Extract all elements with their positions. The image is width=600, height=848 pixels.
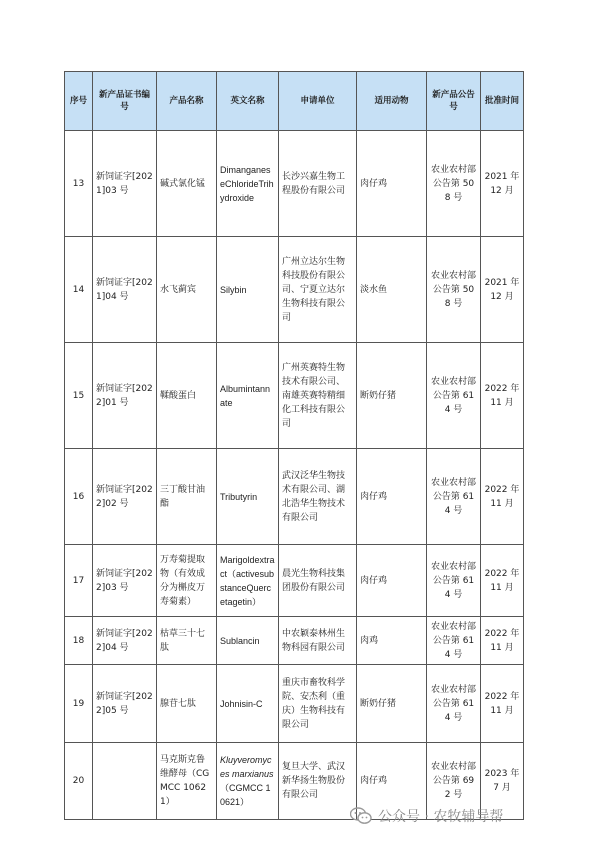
header-name: 产品名称 [157, 72, 217, 131]
table-row [65, 545, 524, 617]
cell-applicant: 武汉泛华生物技术有限公司、湖北浩华生物技术有限公司 [279, 449, 357, 545]
cell-en-italic: Kluyveromyces marxianus [220, 755, 274, 779]
product-table [64, 71, 524, 820]
table-row [65, 131, 524, 237]
cell-en: Marigoldextract（activesubstanceQuercetagetin） [217, 545, 279, 617]
cell-animal: 断奶仔猪 [357, 343, 427, 449]
cell-en: Sublancin [217, 617, 279, 665]
cell-applicant: 晨光生物科技集团股份有限公司 [279, 545, 357, 617]
cell-announcement: 农业农村部公告第 614 号 [427, 545, 481, 617]
header-animal: 适用动物 [357, 72, 427, 131]
cell-applicant: 复旦大学、武汉新华扬生物股份有限公司 [279, 743, 357, 820]
cell-animal: 肉仔鸡 [357, 449, 427, 545]
cell-cert [93, 743, 157, 820]
cell-applicant: 中农颖泰林州生物科园有限公司 [279, 617, 357, 665]
cell-approved: 2023 年 7 月 [481, 743, 524, 820]
cell-cert: 新饲证字[2022]01 号 [93, 343, 157, 449]
cell-name: 马克斯克鲁维酵母（CGMCC 10621） [157, 743, 217, 820]
cell-approved: 2021 年 12 月 [481, 131, 524, 237]
watermark [350, 803, 580, 829]
cell-name: 鞣酸蛋白 [157, 343, 217, 449]
cell-applicant: 广州立达尔生物科技股份有限公司、宁夏立达尔生物科技有限公司 [279, 237, 357, 343]
cell-announcement: 农业农村部公告第 508 号 [427, 237, 481, 343]
cell-approved: 2021 年 12 月 [481, 237, 524, 343]
cell-approved: 2022 年 11 月 [481, 665, 524, 743]
cell-announcement: 农业农村部公告第 614 号 [427, 343, 481, 449]
cell-approved: 2022 年 11 月 [481, 545, 524, 617]
cell-seq: 18 [65, 617, 93, 665]
cell-name: 万寿菊提取物（有效成分为槲皮万寿菊素） [157, 545, 217, 617]
cell-cert: 新饲证字[2021]04 号 [93, 237, 157, 343]
header-approved: 批准时间 [481, 72, 524, 131]
cell-cert: 新饲证字[2022]05 号 [93, 665, 157, 743]
cell-approved: 2022 年 11 月 [481, 343, 524, 449]
cell-applicant: 长沙兴嘉生物工程股份有限公司 [279, 131, 357, 237]
cell-en: Silybin [217, 237, 279, 343]
cell-seq: 17 [65, 545, 93, 617]
cell-animal: 肉鸡 [357, 617, 427, 665]
cell-en [217, 743, 279, 820]
cell-applicant: 重庆市畜牧科学院、安杰利（重庆）生物科技有限公司 [279, 665, 357, 743]
cell-name: 三丁酸甘油酯 [157, 449, 217, 545]
cell-announcement: 农业农村部公告第 508 号 [427, 131, 481, 237]
cell-name: 腺苷七肽 [157, 665, 217, 743]
cell-name: 碱式氯化锰 [157, 131, 217, 237]
header-cert: 新产品证书编号 [93, 72, 157, 131]
table-row [65, 237, 524, 343]
cell-seq: 19 [65, 665, 93, 743]
cell-animal: 肉仔鸡 [357, 131, 427, 237]
cell-en: Albumintannate [217, 343, 279, 449]
cell-en-suffix: （CGMCC 10621） [220, 783, 271, 807]
cell-name: 枯草三十七肽 [157, 617, 217, 665]
table-row [65, 617, 524, 665]
table-header-row [65, 72, 524, 131]
cell-animal: 淡水鱼 [357, 237, 427, 343]
cell-cert: 新饲证字[2022]04 号 [93, 617, 157, 665]
cell-approved: 2022 年 11 月 [481, 617, 524, 665]
cell-cert: 新饲证字[2022]02 号 [93, 449, 157, 545]
cell-animal: 肉仔鸡 [357, 545, 427, 617]
cell-cert: 新饲证字[2021]03 号 [93, 131, 157, 237]
cell-seq: 16 [65, 449, 93, 545]
cell-announcement: 农业农村部公告第 692 号 [427, 743, 481, 820]
cell-animal: 断奶仔猪 [357, 665, 427, 743]
cell-seq: 15 [65, 343, 93, 449]
header-applicant: 申请单位 [279, 72, 357, 131]
cell-approved: 2022 年 11 月 [481, 449, 524, 545]
cell-cert: 新饲证字[2022]03 号 [93, 545, 157, 617]
cell-seq: 20 [65, 743, 93, 820]
table-row [65, 343, 524, 449]
cell-seq: 14 [65, 237, 93, 343]
cell-announcement: 农业农村部公告第 614 号 [427, 449, 481, 545]
cell-en: Tributyrin [217, 449, 279, 545]
cell-name: 水飞蓟宾 [157, 237, 217, 343]
header-en: 英文名称 [217, 72, 279, 131]
cell-en: Johnisin-C [217, 665, 279, 743]
watermark-text: 公众号 · 农牧辅导帮 [378, 809, 504, 825]
cell-animal: 肉仔鸡 [357, 743, 427, 820]
cell-applicant: 广州英赛特生物技术有限公司、南雄英赛特精细化工科技有限公司 [279, 343, 357, 449]
wechat-icon [350, 807, 372, 825]
cell-announcement: 农业农村部公告第 614 号 [427, 617, 481, 665]
header-announcement: 新产品公告号 [427, 72, 481, 131]
table-row [65, 665, 524, 743]
table-row [65, 449, 524, 545]
cell-seq: 13 [65, 131, 93, 237]
header-seq: 序号 [65, 72, 93, 131]
cell-en: DimanganeseChlorideTrihydroxide [217, 131, 279, 237]
cell-announcement: 农业农村部公告第 614 号 [427, 665, 481, 743]
